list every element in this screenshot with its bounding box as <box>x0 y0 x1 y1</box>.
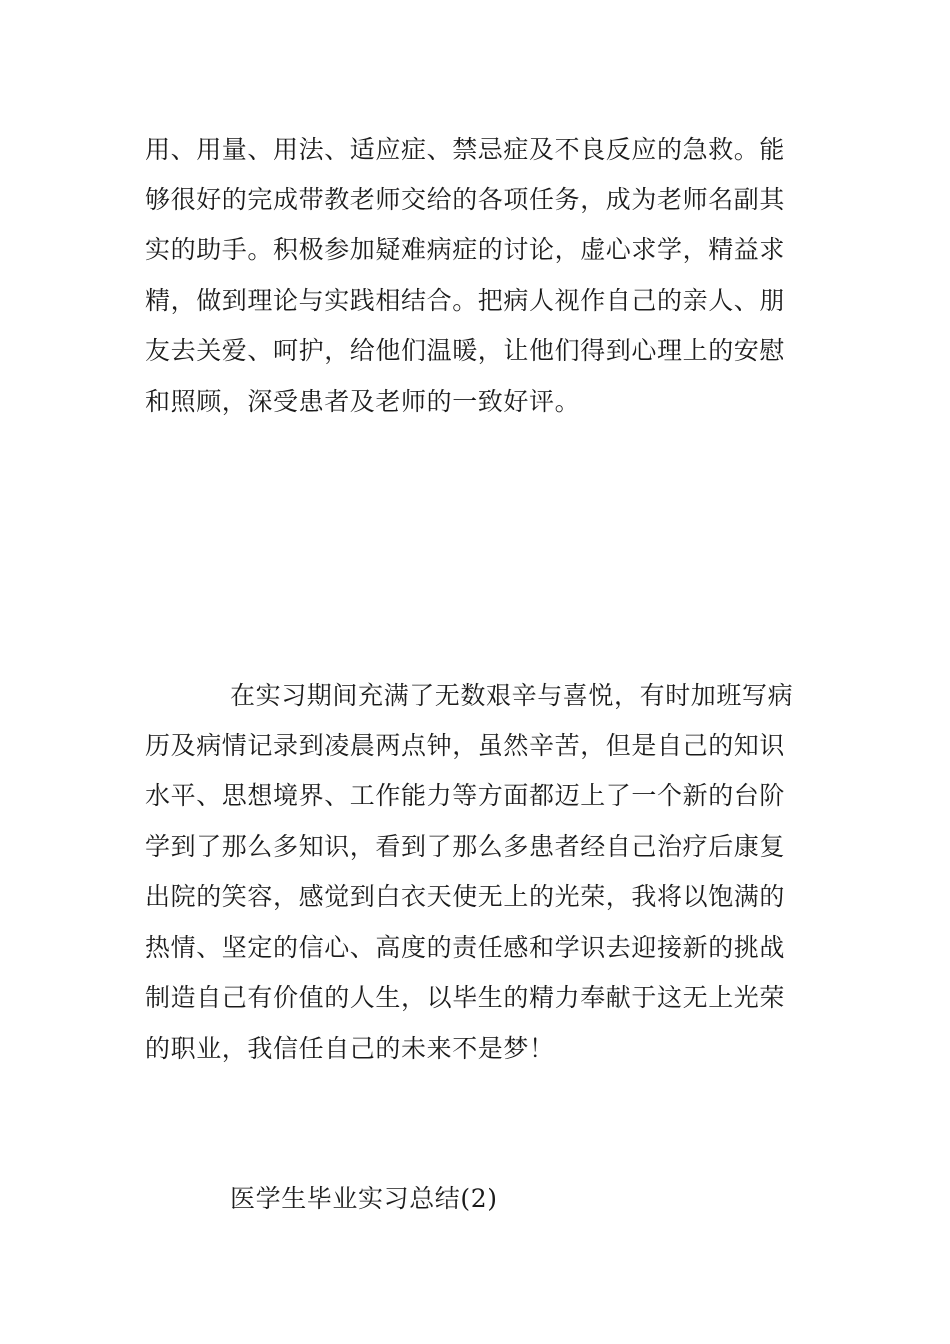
paragraph-line: 制造自己有价值的人生，以毕生的精力奉献于这无上光荣 <box>145 983 786 1012</box>
paragraph-line: 够很好的完成带教老师交给的各项任务，成为老师名副其 <box>145 185 786 214</box>
paragraph-line: 历及病情记录到凌晨两点钟，虽然辛苦，但是自己的知识 <box>145 731 786 760</box>
paragraph-line: 水平、思想境界、工作能力等方面都迈上了一个新的台阶 <box>145 781 786 810</box>
paragraph-line: 精，做到理论与实践相结合。把病人视作自己的亲人、朋 <box>145 286 786 315</box>
section-heading: 医学生毕业实习总结(2) <box>230 1184 498 1213</box>
paragraph-line: 出院的笑容，感觉到白衣天使无上的光荣，我将以饱满的 <box>145 882 786 911</box>
paragraph-line: 热情、坚定的信心、高度的责任感和学识去迎接新的挑战 <box>145 933 786 962</box>
paragraph-line: 实的助手。积极参加疑难病症的讨论，虚心求学，精益求 <box>145 235 786 264</box>
paragraph-line: 的职业，我信任自己的未来不是梦！ <box>145 1034 555 1063</box>
paragraph-line: 友去关爱、呵护，给他们温暖，让他们得到心理上的安慰 <box>145 336 786 365</box>
paragraph-line: 用、用量、用法、适应症、禁忌症及不良反应的急救。能 <box>145 135 786 164</box>
paragraph-line: 和照顾，深受患者及老师的一致好评。 <box>145 387 581 416</box>
paragraph-line: 在实习期间充满了无数艰辛与喜悦，有时加班写病 <box>230 681 794 710</box>
paragraph-line: 学到了那么多知识，看到了那么多患者经自己治疗后康复 <box>145 832 786 861</box>
